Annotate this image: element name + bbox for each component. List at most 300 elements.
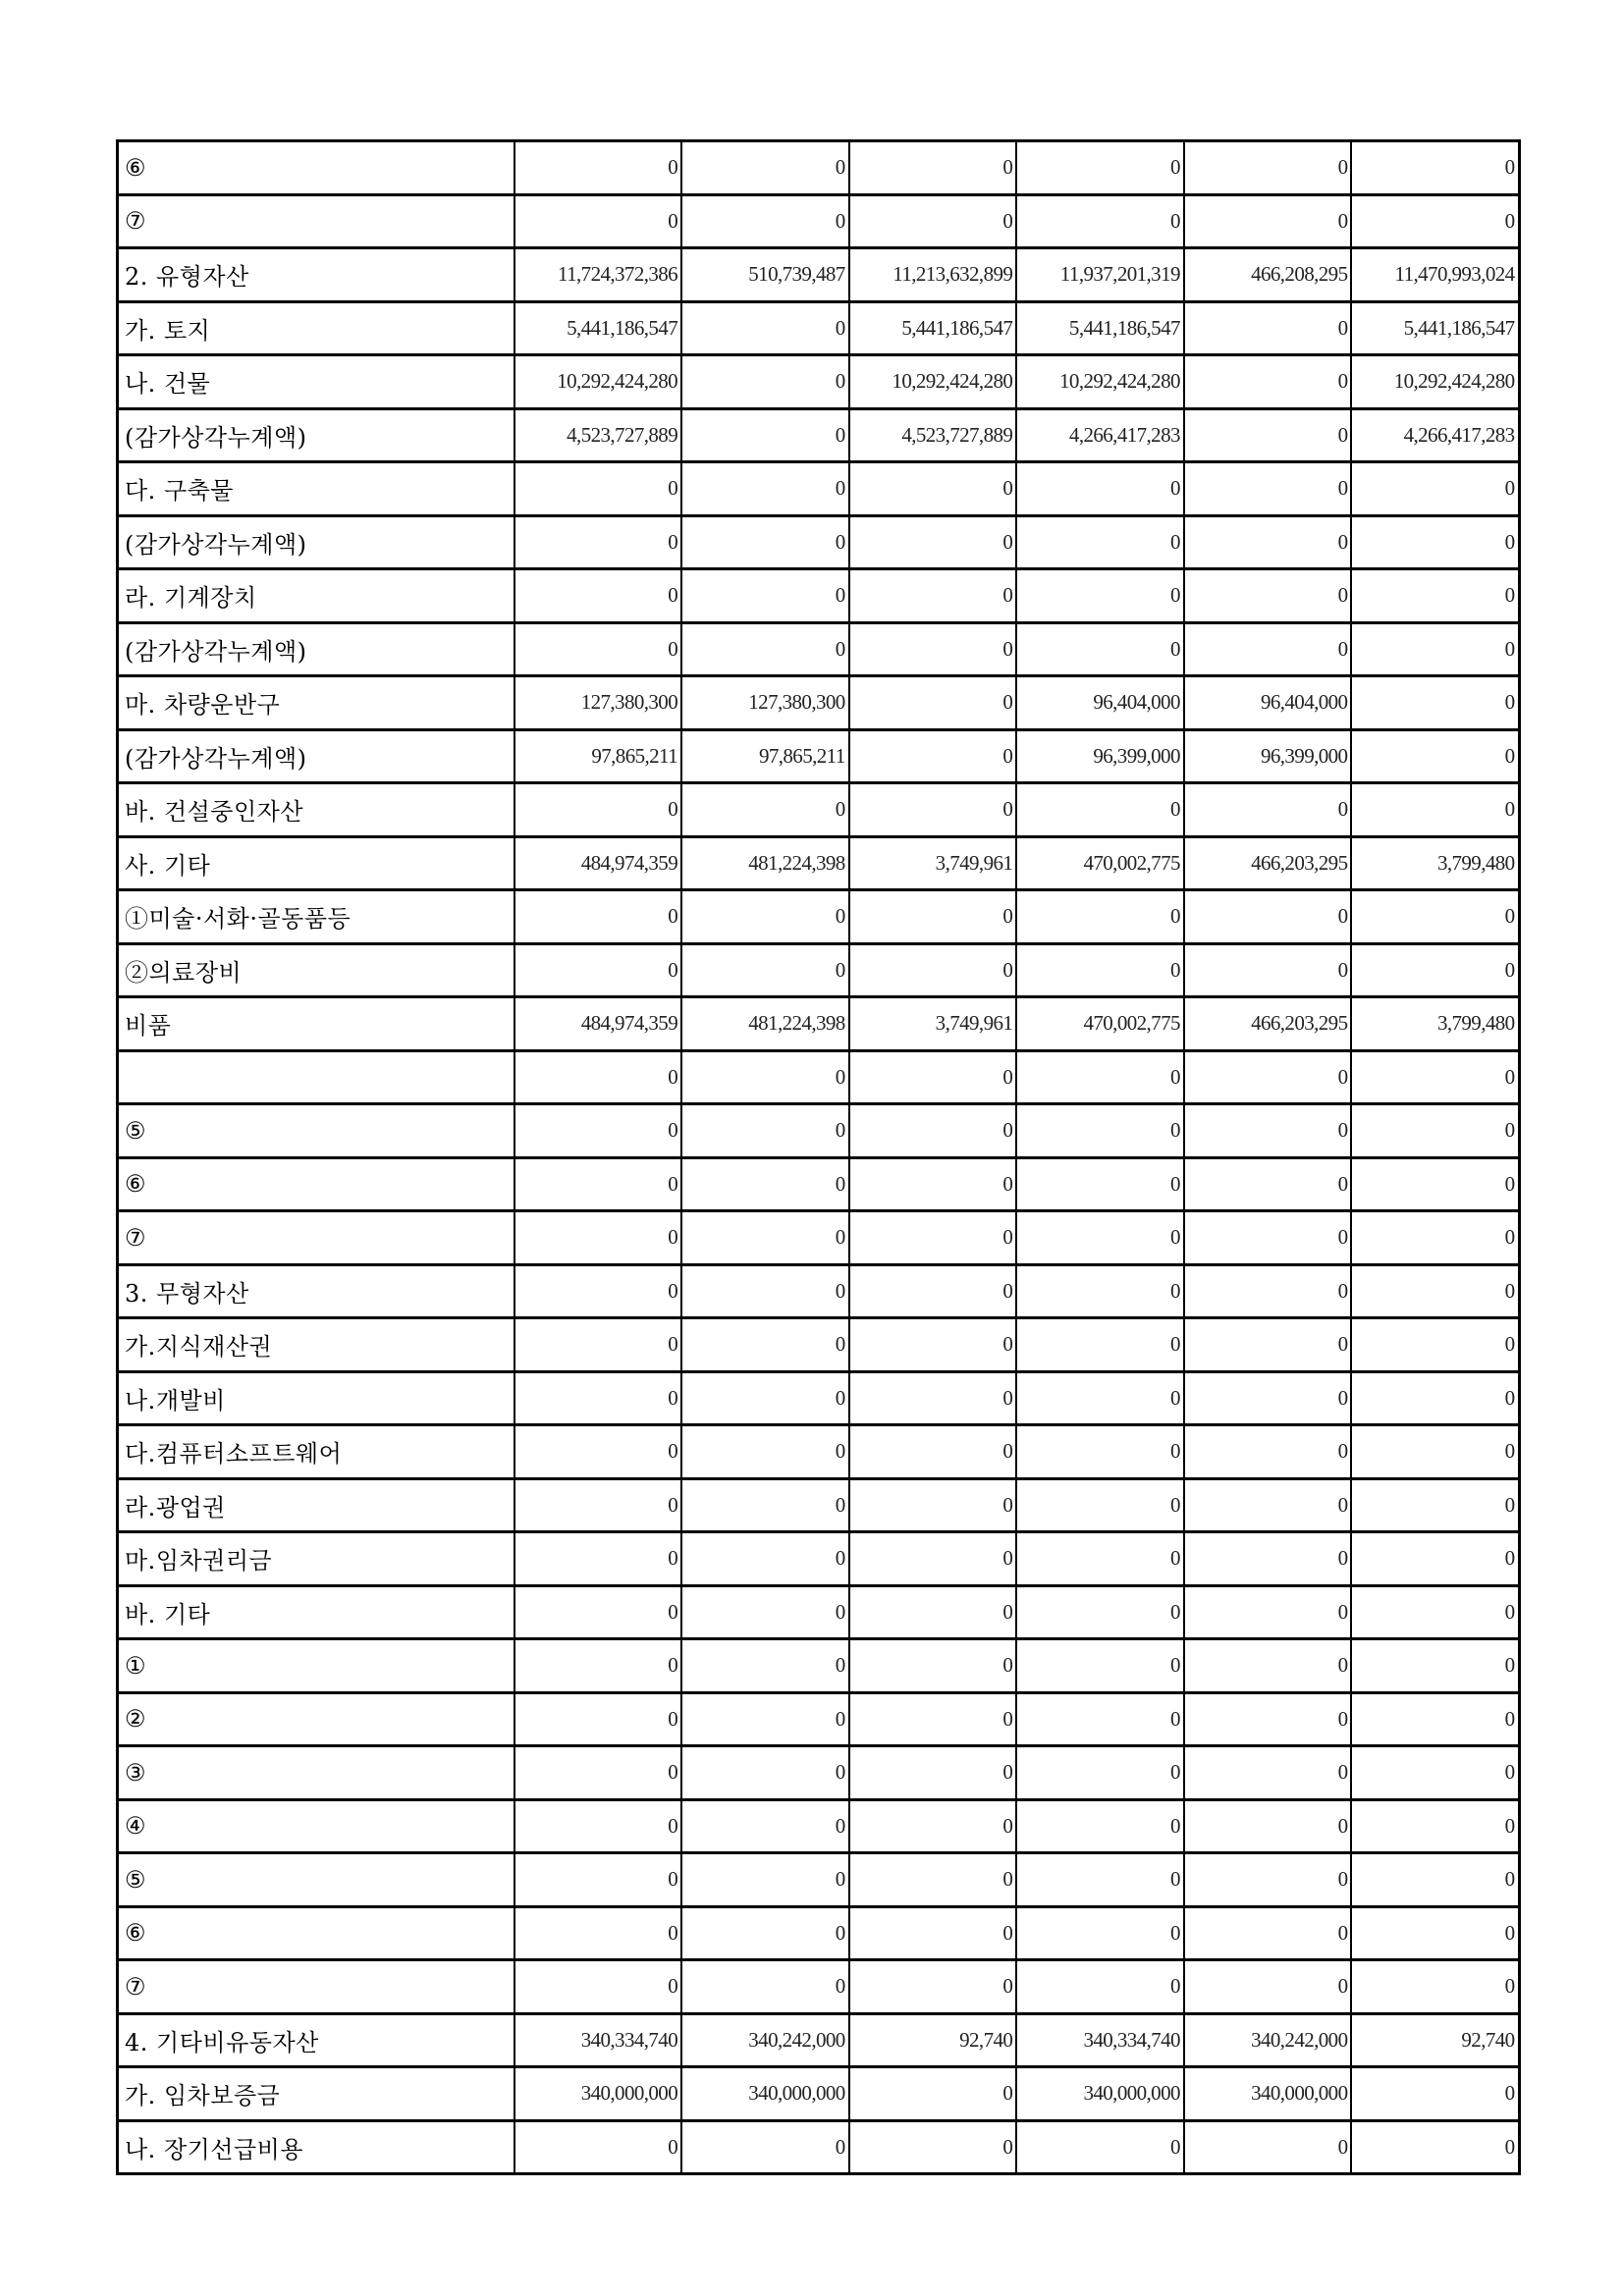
amount-cell: 0 xyxy=(1351,1211,1519,1265)
amount-cell: 0 xyxy=(849,890,1017,944)
amount-cell: 0 xyxy=(1016,1478,1184,1532)
row-label: ⑤ xyxy=(118,1104,514,1158)
table-row xyxy=(118,1050,1520,1104)
row-label: ⑦ xyxy=(118,194,514,248)
amount-cell: 0 xyxy=(681,783,849,837)
amount-cell: 0 xyxy=(514,141,682,195)
amount-cell: 0 xyxy=(849,622,1017,676)
row-label: 바. 기타 xyxy=(118,1585,514,1639)
amount-cell: 0 xyxy=(1016,194,1184,248)
amount-cell: 0 xyxy=(1184,1050,1352,1104)
amount-cell: 0 xyxy=(681,1157,849,1211)
amount-cell: 0 xyxy=(514,462,682,516)
ledger-body xyxy=(118,141,1520,2174)
amount-cell: 481,224,398 xyxy=(681,836,849,890)
amount-cell: 0 xyxy=(1184,1211,1352,1265)
table-row xyxy=(118,1157,1520,1211)
amount-cell: 0 xyxy=(514,194,682,248)
amount-cell: 0 xyxy=(681,1639,849,1693)
row-label: 비품 xyxy=(118,997,514,1051)
amount-cell: 0 xyxy=(681,408,849,462)
amount-cell: 0 xyxy=(1184,355,1352,409)
amount-cell: 0 xyxy=(681,1853,849,1907)
amount-cell: 96,399,000 xyxy=(1184,729,1352,783)
amount-cell: 0 xyxy=(849,569,1017,623)
amount-cell: 0 xyxy=(1351,1532,1519,1586)
amount-cell: 0 xyxy=(849,1371,1017,1425)
amount-cell: 0 xyxy=(1016,1799,1184,1853)
amount-cell: 0 xyxy=(1016,515,1184,569)
amount-cell: 4,523,727,889 xyxy=(849,408,1017,462)
row-label: 나. 장기선급비용 xyxy=(118,2120,514,2174)
amount-cell: 0 xyxy=(514,1799,682,1853)
amount-cell: 466,203,295 xyxy=(1184,836,1352,890)
row-label: ② xyxy=(118,1692,514,1746)
row-label: 라.광업권 xyxy=(118,1478,514,1532)
table-row xyxy=(118,1478,1520,1532)
row-label: (감가상각누계액) xyxy=(118,622,514,676)
amount-cell: 0 xyxy=(1351,141,1519,195)
amount-cell: 10,292,424,280 xyxy=(849,355,1017,409)
amount-cell: 0 xyxy=(514,1425,682,1479)
row-label: 나. 건물 xyxy=(118,355,514,409)
table-row xyxy=(118,1264,1520,1318)
amount-cell: 0 xyxy=(1184,1264,1352,1318)
row-label: 사. 기타 xyxy=(118,836,514,890)
amount-cell: 0 xyxy=(849,676,1017,730)
amount-cell: 0 xyxy=(1351,676,1519,730)
amount-cell: 11,724,372,386 xyxy=(514,248,682,302)
amount-cell: 0 xyxy=(849,1157,1017,1211)
amount-cell: 0 xyxy=(681,569,849,623)
amount-cell: 0 xyxy=(1351,890,1519,944)
amount-cell: 0 xyxy=(849,141,1017,195)
amount-cell: 0 xyxy=(849,1746,1017,1800)
amount-cell: 0 xyxy=(681,1425,849,1479)
amount-cell: 5,441,186,547 xyxy=(514,301,682,355)
row-label: ②의료장비 xyxy=(118,943,514,997)
amount-cell: 0 xyxy=(1351,1318,1519,1372)
amount-cell: 0 xyxy=(514,2120,682,2174)
amount-cell: 11,937,201,319 xyxy=(1016,248,1184,302)
amount-cell: 4,523,727,889 xyxy=(514,408,682,462)
amount-cell: 0 xyxy=(1016,1960,1184,2014)
amount-cell: 10,292,424,280 xyxy=(1016,355,1184,409)
row-label: 마.임차권리금 xyxy=(118,1532,514,1586)
amount-cell: 0 xyxy=(681,301,849,355)
amount-cell: 97,865,211 xyxy=(681,729,849,783)
amount-cell: 0 xyxy=(681,1585,849,1639)
amount-cell: 340,242,000 xyxy=(1184,2013,1352,2067)
amount-cell: 97,865,211 xyxy=(514,729,682,783)
amount-cell: 340,000,000 xyxy=(681,2067,849,2121)
row-label: 3. 무형자산 xyxy=(118,1264,514,1318)
row-label: (감가상각누계액) xyxy=(118,729,514,783)
row-label: ⑥ xyxy=(118,141,514,195)
amount-cell: 0 xyxy=(681,1318,849,1372)
amount-cell: 0 xyxy=(849,1211,1017,1265)
amount-cell: 0 xyxy=(681,1371,849,1425)
amount-cell: 0 xyxy=(1351,1478,1519,1532)
amount-cell: 96,404,000 xyxy=(1184,676,1352,730)
table-row xyxy=(118,194,1520,248)
amount-cell: 0 xyxy=(849,1906,1017,1960)
amount-cell: 466,208,295 xyxy=(1184,248,1352,302)
amount-cell: 0 xyxy=(849,1050,1017,1104)
amount-cell: 0 xyxy=(514,1532,682,1586)
amount-cell: 0 xyxy=(1184,622,1352,676)
table-row xyxy=(118,622,1520,676)
amount-cell: 340,000,000 xyxy=(1016,2067,1184,2121)
amount-cell: 0 xyxy=(514,1478,682,1532)
amount-cell: 127,380,300 xyxy=(681,676,849,730)
row-label: 라. 기계장치 xyxy=(118,569,514,623)
amount-cell: 0 xyxy=(1016,783,1184,837)
amount-cell: 0 xyxy=(514,1050,682,1104)
amount-cell: 92,740 xyxy=(849,2013,1017,2067)
table-row xyxy=(118,1960,1520,2014)
row-label xyxy=(118,1050,514,1104)
table-row xyxy=(118,783,1520,837)
row-label: ⑦ xyxy=(118,1960,514,2014)
table-row xyxy=(118,676,1520,730)
amount-cell: 0 xyxy=(681,1264,849,1318)
row-label: 가. 토지 xyxy=(118,301,514,355)
amount-cell: 0 xyxy=(849,1318,1017,1372)
amount-cell: 0 xyxy=(1351,1746,1519,1800)
row-label: ⑥ xyxy=(118,1157,514,1211)
amount-cell: 340,334,740 xyxy=(1016,2013,1184,2067)
amount-cell: 0 xyxy=(849,943,1017,997)
amount-cell: 0 xyxy=(849,1960,1017,2014)
amount-cell: 0 xyxy=(1351,2067,1519,2121)
amount-cell: 11,213,632,899 xyxy=(849,248,1017,302)
table-row xyxy=(118,1746,1520,1800)
table-row xyxy=(118,1799,1520,1853)
amount-cell: 0 xyxy=(1184,2120,1352,2174)
amount-cell: 127,380,300 xyxy=(514,676,682,730)
amount-cell: 0 xyxy=(514,569,682,623)
amount-cell: 0 xyxy=(1184,1532,1352,1586)
amount-cell: 0 xyxy=(681,515,849,569)
amount-cell: 0 xyxy=(1351,1104,1519,1158)
row-label: (감가상각누계액) xyxy=(118,408,514,462)
amount-cell: 0 xyxy=(681,1746,849,1800)
amount-cell: 11,470,993,024 xyxy=(1351,248,1519,302)
amount-cell: 0 xyxy=(1184,1318,1352,1372)
table-row xyxy=(118,408,1520,462)
row-label: 바. 건설중인자산 xyxy=(118,783,514,837)
amount-cell: 0 xyxy=(1351,1371,1519,1425)
amount-cell: 0 xyxy=(1184,1157,1352,1211)
amount-cell: 0 xyxy=(514,1211,682,1265)
amount-cell: 0 xyxy=(1016,141,1184,195)
amount-cell: 0 xyxy=(849,1264,1017,1318)
amount-cell: 0 xyxy=(1184,1906,1352,1960)
amount-cell: 0 xyxy=(681,1478,849,1532)
amount-cell: 0 xyxy=(849,194,1017,248)
amount-cell: 0 xyxy=(681,1799,849,1853)
amount-cell: 0 xyxy=(1016,1050,1184,1104)
table-row xyxy=(118,2120,1520,2174)
amount-cell: 0 xyxy=(1184,1478,1352,1532)
amount-cell: 0 xyxy=(1351,1639,1519,1693)
amount-cell: 0 xyxy=(681,1104,849,1158)
amount-cell: 0 xyxy=(514,1585,682,1639)
amount-cell: 3,749,961 xyxy=(849,836,1017,890)
amount-cell: 0 xyxy=(1351,2120,1519,2174)
amount-cell: 0 xyxy=(1016,1692,1184,1746)
amount-cell: 0 xyxy=(849,1532,1017,1586)
amount-cell: 0 xyxy=(1184,943,1352,997)
amount-cell: 0 xyxy=(1351,1425,1519,1479)
amount-cell: 0 xyxy=(849,1639,1017,1693)
table-row xyxy=(118,515,1520,569)
amount-cell: 0 xyxy=(1351,943,1519,997)
amount-cell: 0 xyxy=(849,729,1017,783)
row-label: ⑥ xyxy=(118,1906,514,1960)
row-label: 2. 유형자산 xyxy=(118,248,514,302)
amount-cell: 0 xyxy=(849,462,1017,516)
amount-cell: 0 xyxy=(514,1746,682,1800)
table-row xyxy=(118,1906,1520,1960)
table-row xyxy=(118,301,1520,355)
row-label: 가. 임차보증금 xyxy=(118,2067,514,2121)
amount-cell: 0 xyxy=(1016,1371,1184,1425)
amount-cell: 470,002,775 xyxy=(1016,836,1184,890)
amount-cell: 0 xyxy=(514,1906,682,1960)
amount-cell: 0 xyxy=(1184,194,1352,248)
row-label: 가.지식재산권 xyxy=(118,1318,514,1372)
amount-cell: 0 xyxy=(1351,1692,1519,1746)
amount-cell: 0 xyxy=(1184,783,1352,837)
amount-cell: 466,203,295 xyxy=(1184,997,1352,1051)
amount-cell: 0 xyxy=(1016,569,1184,623)
amount-cell: 484,974,359 xyxy=(514,997,682,1051)
table-row xyxy=(118,355,1520,409)
table-row xyxy=(118,2067,1520,2121)
table-row xyxy=(118,1532,1520,1586)
amount-cell: 10,292,424,280 xyxy=(514,355,682,409)
amount-cell: 340,242,000 xyxy=(681,2013,849,2067)
amount-cell: 0 xyxy=(514,1264,682,1318)
amount-cell: 0 xyxy=(1016,1906,1184,1960)
amount-cell: 0 xyxy=(1016,462,1184,516)
amount-cell: 340,334,740 xyxy=(514,2013,682,2067)
amount-cell: 0 xyxy=(1351,1157,1519,1211)
amount-cell: 0 xyxy=(681,141,849,195)
amount-cell: 484,974,359 xyxy=(514,836,682,890)
row-label: 마. 차량운반구 xyxy=(118,676,514,730)
table-row xyxy=(118,890,1520,944)
amount-cell: 0 xyxy=(681,1532,849,1586)
amount-cell: 0 xyxy=(514,622,682,676)
table-row xyxy=(118,836,1520,890)
amount-cell: 0 xyxy=(681,194,849,248)
amount-cell: 5,441,186,547 xyxy=(1016,301,1184,355)
amount-cell: 0 xyxy=(1016,1639,1184,1693)
amount-cell: 0 xyxy=(1351,462,1519,516)
amount-cell: 0 xyxy=(681,2120,849,2174)
amount-cell: 0 xyxy=(1184,569,1352,623)
table-row xyxy=(118,1585,1520,1639)
amount-cell: 0 xyxy=(849,2067,1017,2121)
amount-cell: 0 xyxy=(1184,1799,1352,1853)
amount-cell: 0 xyxy=(681,1692,849,1746)
amount-cell: 0 xyxy=(849,2120,1017,2174)
table-row xyxy=(118,141,1520,195)
amount-cell: 0 xyxy=(849,1478,1017,1532)
row-label: 4. 기타비유동자산 xyxy=(118,2013,514,2067)
amount-cell: 0 xyxy=(849,1585,1017,1639)
amount-cell: 0 xyxy=(1351,729,1519,783)
amount-cell: 0 xyxy=(1184,1692,1352,1746)
amount-cell: 0 xyxy=(849,783,1017,837)
amount-cell: 0 xyxy=(1016,943,1184,997)
amount-cell: 0 xyxy=(1351,783,1519,837)
amount-cell: 0 xyxy=(849,1799,1017,1853)
amount-cell: 0 xyxy=(849,1692,1017,1746)
row-label: ④ xyxy=(118,1799,514,1853)
amount-cell: 0 xyxy=(514,783,682,837)
amount-cell: 0 xyxy=(1184,1746,1352,1800)
amount-cell: 0 xyxy=(1016,1425,1184,1479)
table-row xyxy=(118,248,1520,302)
asset-ledger-table xyxy=(116,139,1521,2175)
amount-cell: 0 xyxy=(514,1639,682,1693)
amount-cell: 4,266,417,283 xyxy=(1351,408,1519,462)
amount-cell: 0 xyxy=(1184,1853,1352,1907)
amount-cell: 0 xyxy=(1351,515,1519,569)
amount-cell: 96,399,000 xyxy=(1016,729,1184,783)
amount-cell: 0 xyxy=(681,943,849,997)
table-row xyxy=(118,1318,1520,1372)
amount-cell: 0 xyxy=(1016,1264,1184,1318)
amount-cell: 5,441,186,547 xyxy=(849,301,1017,355)
amount-cell: 470,002,775 xyxy=(1016,997,1184,1051)
row-label: ① xyxy=(118,1639,514,1693)
amount-cell: 481,224,398 xyxy=(681,997,849,1051)
amount-cell: 0 xyxy=(1184,1585,1352,1639)
amount-cell: 0 xyxy=(1016,890,1184,944)
row-label: (감가상각누계액) xyxy=(118,515,514,569)
amount-cell: 0 xyxy=(1184,1960,1352,2014)
amount-cell: 0 xyxy=(1016,1585,1184,1639)
table-row xyxy=(118,1104,1520,1158)
amount-cell: 0 xyxy=(514,515,682,569)
table-row xyxy=(118,569,1520,623)
amount-cell: 0 xyxy=(514,1318,682,1372)
amount-cell: 10,292,424,280 xyxy=(1351,355,1519,409)
table-row xyxy=(118,943,1520,997)
amount-cell: 0 xyxy=(849,1425,1017,1479)
table-row xyxy=(118,729,1520,783)
row-label: ⑤ xyxy=(118,1853,514,1907)
amount-cell: 0 xyxy=(514,1104,682,1158)
amount-cell: 0 xyxy=(849,1853,1017,1907)
amount-cell: 0 xyxy=(849,1104,1017,1158)
amount-cell: 0 xyxy=(1016,1157,1184,1211)
amount-cell: 0 xyxy=(514,1157,682,1211)
amount-cell: 0 xyxy=(681,1050,849,1104)
table-row xyxy=(118,1211,1520,1265)
amount-cell: 0 xyxy=(681,1960,849,2014)
row-label: ③ xyxy=(118,1746,514,1800)
amount-cell: 0 xyxy=(1184,141,1352,195)
amount-cell: 0 xyxy=(1184,301,1352,355)
table-row xyxy=(118,2013,1520,2067)
table-row xyxy=(118,1853,1520,1907)
amount-cell: 0 xyxy=(1351,1585,1519,1639)
amount-cell: 4,266,417,283 xyxy=(1016,408,1184,462)
table-row xyxy=(118,1639,1520,1693)
amount-cell: 0 xyxy=(1351,1799,1519,1853)
row-label: 나.개발비 xyxy=(118,1371,514,1425)
amount-cell: 0 xyxy=(1184,462,1352,516)
amount-cell: 0 xyxy=(514,1853,682,1907)
amount-cell: 340,000,000 xyxy=(514,2067,682,2121)
row-label: ①미술·서화·골동품등 xyxy=(118,890,514,944)
amount-cell: 0 xyxy=(1351,1960,1519,2014)
amount-cell: 0 xyxy=(1016,1853,1184,1907)
amount-cell: 96,404,000 xyxy=(1016,676,1184,730)
amount-cell: 0 xyxy=(1016,1746,1184,1800)
amount-cell: 3,799,480 xyxy=(1351,836,1519,890)
amount-cell: 92,740 xyxy=(1351,2013,1519,2067)
amount-cell: 0 xyxy=(1351,569,1519,623)
amount-cell: 0 xyxy=(681,622,849,676)
amount-cell: 0 xyxy=(1016,1104,1184,1158)
amount-cell: 0 xyxy=(681,355,849,409)
amount-cell: 0 xyxy=(681,462,849,516)
amount-cell: 0 xyxy=(1351,1264,1519,1318)
amount-cell: 0 xyxy=(681,1211,849,1265)
amount-cell: 0 xyxy=(1016,1532,1184,1586)
table-row xyxy=(118,462,1520,516)
amount-cell: 0 xyxy=(514,943,682,997)
amount-cell: 0 xyxy=(1351,1050,1519,1104)
amount-cell: 0 xyxy=(1351,194,1519,248)
amount-cell: 0 xyxy=(1351,1906,1519,1960)
amount-cell: 0 xyxy=(514,890,682,944)
amount-cell: 0 xyxy=(1184,515,1352,569)
table-row xyxy=(118,997,1520,1051)
amount-cell: 0 xyxy=(1351,1853,1519,1907)
amount-cell: 0 xyxy=(681,890,849,944)
amount-cell: 0 xyxy=(514,1692,682,1746)
amount-cell: 0 xyxy=(681,1906,849,1960)
amount-cell: 0 xyxy=(849,515,1017,569)
amount-cell: 0 xyxy=(1016,1318,1184,1372)
row-label: 다.컴퓨터소프트웨어 xyxy=(118,1425,514,1479)
amount-cell: 5,441,186,547 xyxy=(1351,301,1519,355)
amount-cell: 510,739,487 xyxy=(681,248,849,302)
table-row xyxy=(118,1425,1520,1479)
amount-cell: 0 xyxy=(1016,1211,1184,1265)
amount-cell: 0 xyxy=(1184,1371,1352,1425)
amount-cell: 0 xyxy=(1184,1425,1352,1479)
amount-cell: 340,000,000 xyxy=(1184,2067,1352,2121)
amount-cell: 0 xyxy=(1016,2120,1184,2174)
amount-cell: 0 xyxy=(514,1960,682,2014)
amount-cell: 0 xyxy=(1184,1639,1352,1693)
amount-cell: 0 xyxy=(1016,622,1184,676)
amount-cell: 3,799,480 xyxy=(1351,997,1519,1051)
amount-cell: 0 xyxy=(1184,890,1352,944)
table-row xyxy=(118,1692,1520,1746)
amount-cell: 0 xyxy=(514,1371,682,1425)
amount-cell: 0 xyxy=(1184,408,1352,462)
